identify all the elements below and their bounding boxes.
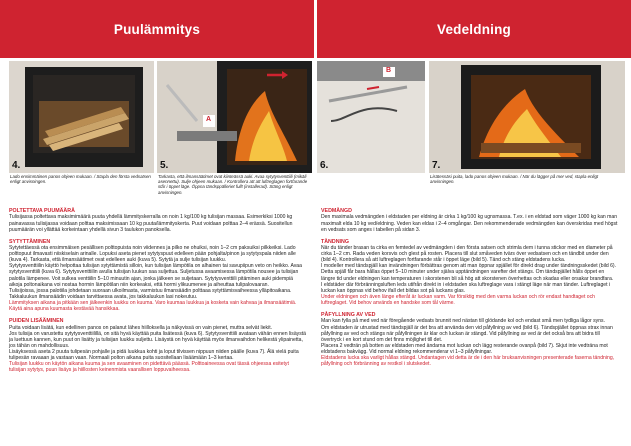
photo-number: 6. [320, 160, 329, 171]
caption-step-7: Lisätessäsi puita, lado panos ohjeen mukaan. / När du lägger på mer ved, stapla enligt anvisningen. [430, 174, 599, 185]
section-title: PÅFYLLNING AV VED [321, 312, 376, 319]
photo-step-7 [429, 61, 625, 173]
photo-step-4 [9, 61, 154, 173]
stove-image [157, 61, 312, 173]
paragraph: Sytytysventtiilin käyttö helpottaa tulisijan sytyttämistä silloin, kun tulisijan lämpötila on alhainen tai savupiipun veto on heikko. Avaa sytytysventtiili (kuva 6). Sytytysventtiilin avulla tulisijan luukun saa suljettua. Suljetussa avaamisessa lämpötila nousee ja tulisijan palotila lämpenee. Voit sulkea venttiilin 5–10 minuutin ajan, jonka jälkeen se suljetaan. Sytytysventtiili pitäminen auki pidempiä aikoja poltonaikana voi nostaa hormin lämpötilan niin korkeaksi, että hormi ylikuumenee ja aiheuttaa tulipalovaaran. [9, 263, 302, 288]
warning-text: Lämmityksen aikana ja pitkään sen jälkeenkin luukku on kuuma. Varo kuumaa luukkua ja kosketa vain kahvaa ja ilmansäätimiä. Käytä aina apuna kuumasta kestävää hansikkaa. [9, 299, 297, 313]
paragraph: I eldstäder där förbränningsluften leds utifrån direkt in i eldstaden ska luftreglage vara i stängt läge när man tänder. Luftreglaget i luckan kan öppnas vid behov ifall det bildas sot på luckans glas. [321, 281, 611, 294]
warning-text: Tulisijan luukku on käytön aikana kuuma ja sen avaaminen on pidettävä päässä. Polttoaineessa ovat tässä ohjeessa esitetyt tulisijan sytytys, puun lisäys ja hiillosten keinenmista vaarallisen loppuvaiheessa. [9, 361, 289, 374]
paragraph: Man kan fylla på med ved när föregående vedsats brunnit ned nästan till glödande kol och endast små men tydliga lågor syns. [321, 318, 606, 325]
paragraph: Tulisijoissa, jossa palotiila johdetaan suoraan ulkoilmasta, varmistuu ilmansäädin polttaaa sytyttämisvaiheessa ylläpitoaikana. Takkaluukun ilmansäädin voidaan tarvittaessa avata, jos takkaluukun lasi nokeutuu. [9, 287, 292, 300]
banner-title: Vedeldning [436, 21, 511, 37]
caption-step-5: Tarkasta, että ilmansäätimet ovat kiinteässä auki. Avaa sytytysventtiili (mikäli asennettu). Sulje ohjeen mukaan. / Kontrollera att att luftreglagen fortfarande står i öppet läge. Öppna tändsppälleriet fullt (installerad). Stäng enligt anvisningen. [158, 174, 308, 195]
section-title: TÄNDNING [321, 238, 349, 245]
paragraph: Placera 2 vedträn på botten av eldstaden med ändarna mot luckan och lägg resterande ovanpå (bild 7). Skjut inte vedträna mot eldstadens bakvägg. Vid normal eldning rekommenderar vi 1–3 påfyllningar. [321, 342, 608, 355]
label-a: A [206, 116, 212, 123]
warning-text: Eldstadens lucka ska varligt hållas stängd. Undantagen vid detta är de i den här bruksanvisningen presenterade faserna tändning, påfyllning och förbränning av restkol i slutskedet. [321, 355, 615, 368]
stove-image [429, 61, 625, 173]
section-title: PUIDEN LISÄÄMINEN [9, 318, 64, 325]
banner-vedeldning [317, 0, 631, 58]
photo-number: 5. [160, 160, 169, 171]
photo-step-5 [157, 61, 312, 173]
warning-text: Under eldningen och även länge efteråt är luckan varm. Var försiktig med den varma luckan och rör endast handtaget och luftreglaget. Vid behov används en handske som tål värme. [321, 293, 595, 306]
photo-step-6 [317, 61, 425, 173]
section-title: SYTYTTÄMINEN [9, 238, 51, 245]
paragraph: I modeller med tändspjäll kan invändningen förbättras genom att man öppnar spjället för direkt drag under tändningsskedet (bild 6). Detta spjäll får bara hållas öppet 5–10 minuter under själva upptändningen varefter det stängs. Om tändspjället hålls öppet en längre tid under eldningen kan temperaturen i skorstenen bli så hög att skorstenen överhettas och skadas eller orsakar brandfara. [321, 263, 617, 282]
paragraph: Tulisijassa poltettava maksimimäärä puuta yhdellä lämmityskerralla on noin 1 kg/100 kg tulisijan massaa. Esimerkiksi 1000 kg painavassa tulisijassa voidaan polttaa maksimissaan 10 kg puuta/lämmityskerta. Puut voidaan polttaa 2–4 erässä. Suositellun puumäärän voi yllättää korkeintaan yhdellä sivun 3 taulukon panoksella. [9, 214, 293, 233]
photo-number: 4. [12, 160, 21, 171]
photo-number: 7. [432, 160, 441, 171]
paragraph: Puita voidaan lisätä, kun edellinen panos on palanut lähes hiilloksella ja näkyvissä on vain pienet, muttra selvät liekit. [9, 324, 273, 331]
label-b: B [386, 67, 392, 74]
column-swedish [321, 208, 619, 367]
paragraph: Den maximala vedmängden i eldstaden per eldning är cirka 1 kg/100 kg ugnsmassa. T.ex. i en eldstad som väger 1000 kg kan man maximalt elda 10 kg ved/eldning. Veden kan eldas i 2–4 omgångar. Den rekommenderade vedmängden kan överskridas med högst en vedsats som anges i tabellen på sidan 3. [321, 214, 618, 233]
column-finnish [9, 208, 307, 373]
paragraph: När du tänder brasan ta cirka en femtedel av vedmängden i den första satsen och strimla dem i tunna stickor med en diameter på cirka 1–2 cm. Rada veden korsvis och glest på rosten. Placera till slut småveden tvärs över vedsatsen och en tändbit under den (bild 4). Kontrollera så att luftreglagen fortfarande står i öppet läge (bild 5). Tänd och stäng eldstadens lucka. [321, 245, 613, 264]
section-title: VEDMÄNGD [321, 208, 352, 214]
paragraph: Sytytettäessä ota ensimmäisen pesällisen polttopuista noin viidennes ja pilko ne ohuiksi, noin 1–2 cm paksuiksi pilkkeiksi. Lado polttopuut ilmavasti niiskiselain arinalle. Lopuksi aseta pienet sytytyspuut edelleen pään pohjalta/pinon ja sytytyspala niiden alle (kuva 4). Tarkasta, että ilmansäätimet ovat edelleen auki (kuva 5). Sytytä ja sulje tulisijan luukku. [9, 245, 296, 264]
caption-step-4: Lado ensimmäinen panos ohjeen mukaan. / Stapla den första vedsatsen enligt anvisningen. [10, 174, 151, 185]
paragraph: Om eldstaden är utrustad med tändspjäll är det bra att använda den vid påfyllning av ved (bild 6). Tändspjället öppnas strax innan påfyllning av ved och stängs när påfyllningen är klar och luckan är stängd. Vid påfyllning av ved är det också bra att bidra till övertryck i en kort stund om det finns möjlighet till det. [321, 324, 613, 343]
paragraph: Jos tulisija on varustettu sytytysventtiilillä, on sitä hyvä käyttää puita lisätessä (kuva 6). Sytytysventtiili avataan vähän ennen lisäystä ja luettuun kannen, kun puut on lisätty ja tulisijan luukku suljettu. Lisäystä on hyvä käyttää myös ilmanvaihdon helikestä ylipainetta, jos tähän on mahdollisuus. [9, 330, 306, 349]
paragraph: Lisäyksessä aseta 2 puuta tulipesän pohjalle ja pidä luukkua kohti ja loput tilvissen nippuun niiden päälle (kuva 7). Älä vielä puita tulipesän ravaaan ja vastaan vaan. Normaali polton aikana puita suositellaan lisäämään 1–3 kertaa. [9, 348, 299, 361]
section-title: POLTETTAVA PUUMÄÄRÄ [9, 208, 75, 214]
banner-puulammitys [0, 0, 314, 58]
stove-image [317, 61, 425, 173]
banner-title: Puulämmitys [113, 21, 201, 37]
stove-image [9, 61, 154, 173]
